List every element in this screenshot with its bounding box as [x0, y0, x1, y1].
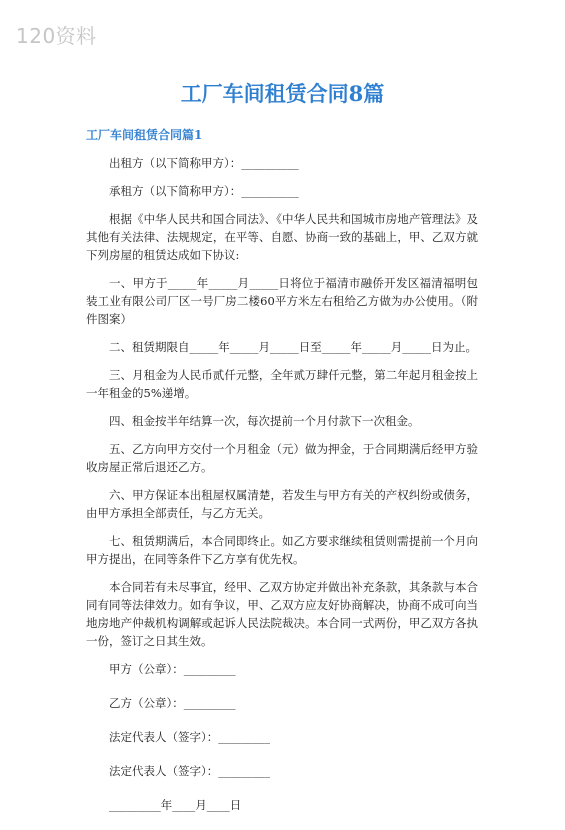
clause-1: 一、甲方于_____年_____月_____日将位于福清市融侨开发区福清福明包装工业有限公司厂区一号厂房二楼60平方米左右租给乙方做为办公使用。（附件图案） [86, 276, 478, 326]
lessor-line: 出租方（以下简称甲方）：__________ [109, 156, 299, 170]
representative-signature-b: 法定代表人（签字）：_________ [109, 764, 270, 778]
section-heading: 工厂车间租赁合同篇1 [86, 128, 203, 142]
closing-paragraph: 本合同若有未尽事宜，经甲、乙双方协定并做出补充条款，其条款与本合同有同等法律效力。如有争议，甲、乙双方应友好协商解决，协商不成可向当地房地产仲裁机构调解或起诉人民法院裁决。本合同一式两份，甲乙双方各执一份，签订之日其生效。 [86, 580, 478, 648]
party-a-seal: 甲方（公章）：_________ [109, 662, 236, 676]
representative-signature-a: 法定代表人（签字）：_________ [109, 730, 270, 744]
clause-7: 七、租赁期满后，本合同即终止。如乙方要求继续租赁则需提前一个月向甲方提出，在同等条件下乙方享有优先权。 [86, 534, 478, 566]
lessee-line: 承租方（以下简称甲方）：__________ [109, 184, 299, 198]
clause-6: 六、甲方保证本出租屋权属清楚，若发生与甲方有关的产权纠纷或债务，由甲方承担全部责任，与乙方无关。 [86, 488, 478, 520]
contract-body [86, 126, 478, 830]
party-b-seal: 乙方（公章）：_________ [109, 696, 236, 710]
signing-date: _________年____月____日 [109, 798, 242, 812]
clause-4: 四、租金按半年结算一次，每次提前一个月付款下一次租金。 [109, 414, 420, 428]
clause-3: 三、月租金为人民币贰仟元整，全年贰万肆仟元整，第二年起月租金按上一年租金的5%递增。 [86, 368, 478, 400]
watermark: 120资料 [16, 24, 97, 48]
intro-paragraph: 根据《中华人民共和国合同法》、《中华人民共和国城市房地产管理法》及其他有关法律、法规规定，在平等、自愿、协商一致的基础上，甲、乙双方就下列房屋的租赁达成如下协议: [86, 212, 478, 262]
clause-2: 二、租赁期限自_____年_____月_____日至_____年_____月_____日为止。 [109, 340, 477, 354]
clause-5: 五、乙方向甲方交付一个月租金（元）做为押金，于合同期满后经甲方验收房屋正常后退还乙方。 [86, 442, 478, 474]
page-title: 工厂车间租赁合同8篇 [180, 81, 385, 106]
